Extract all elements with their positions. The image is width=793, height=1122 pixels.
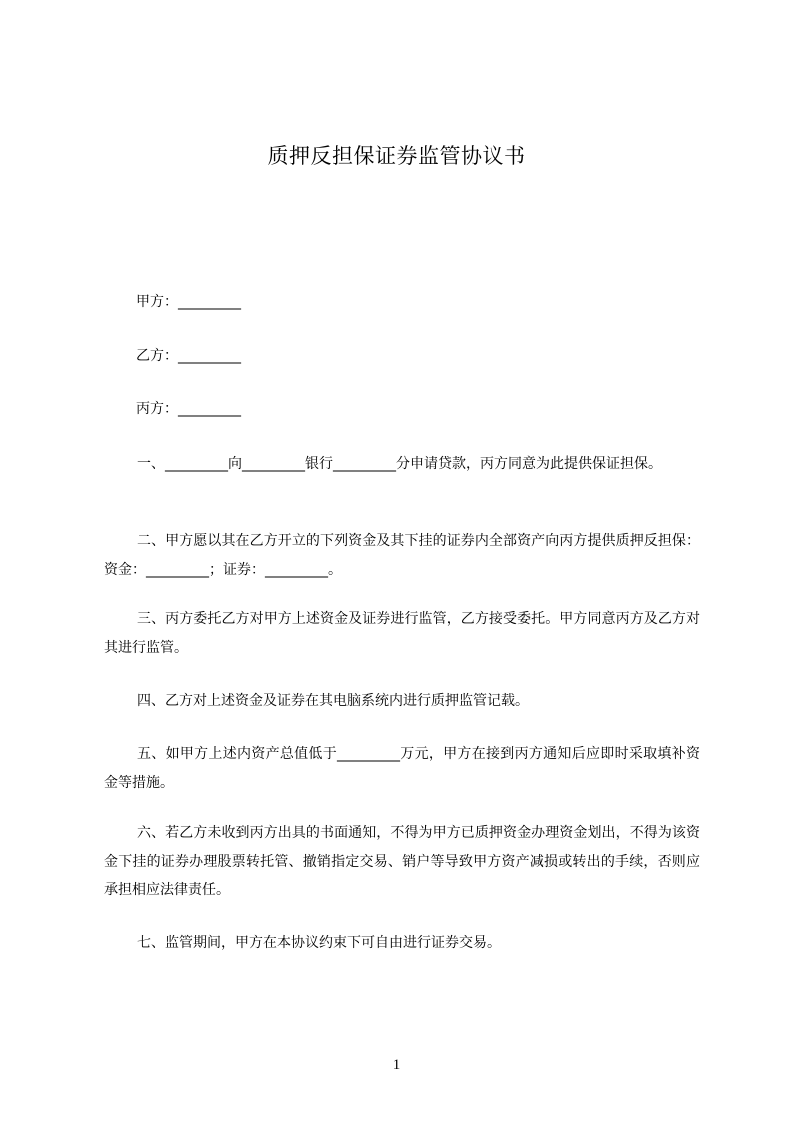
party-c: 丙方：_________ [136, 401, 241, 417]
clause-7: 七、监管期间，甲方在本协议约束下可自由进行证券交易。 [137, 935, 501, 951]
party-b: 乙方：_________ [136, 348, 241, 364]
page-number: 1 [392, 1057, 401, 1073]
party-a: 甲方：_________ [136, 294, 241, 310]
clause-6: 六、若乙方未收到丙方出具的书面通知，不得为甲方已质押资金办理资金划出，不得为该资金下挂的证券办理股票转托管、撤销指定交易、销户等导致甲方资产减损或转出的手续，否则应承担相应法律责任。 [104, 825, 700, 898]
clause-5: 五、如甲方上述内资产总值低于_________万元，甲方在接到丙方通知后应即时采取填补资金等措施。 [104, 746, 700, 791]
clause-4: 四、乙方对上述资金及证券在其电脑系统内进行质押监管记载。 [137, 693, 529, 709]
clause-1: 一、_________向_________银行_________分申请贷款，丙方同意为此提供保证担保。 [137, 456, 662, 472]
clause-3: 三、丙方委托乙方对甲方上述资金及证券进行监管，乙方接受委托。甲方同意丙方及乙方对其进行监管。 [104, 611, 700, 656]
document-title: 质押反担保证券监管协议书 [267, 144, 526, 168]
clause-2: 二、甲方愿以其在乙方开立的下列资金及其下挂的证券内全部资产向丙方提供质押反担保：资金：_________；证券：_________。 [104, 533, 700, 578]
